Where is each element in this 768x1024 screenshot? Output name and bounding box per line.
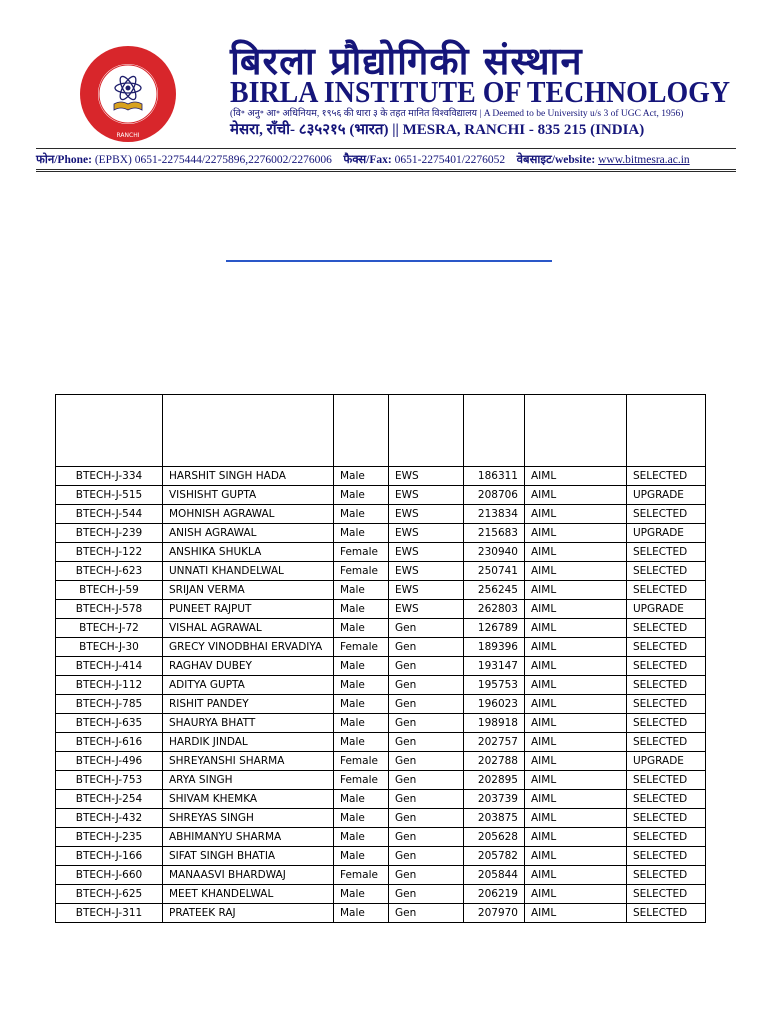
status-cell: SELECTED <box>627 809 706 828</box>
application-id-cell: BTECH-J-753 <box>56 771 163 790</box>
institute-name-hindi: बिरला प्रौद्योगिकी संस्थान <box>230 39 583 83</box>
gender-cell: Male <box>334 581 389 600</box>
status-cell: SELECTED <box>627 676 706 695</box>
status-cell: SELECTED <box>627 885 706 904</box>
status-cell: SELECTED <box>627 562 706 581</box>
candidate-name-cell: SHREYAS SINGH <box>163 809 334 828</box>
gender-cell: Male <box>334 486 389 505</box>
header-cell <box>464 395 525 467</box>
status-cell: SELECTED <box>627 505 706 524</box>
rank-cell: 256245 <box>464 581 525 600</box>
category-cell: Gen <box>389 866 464 885</box>
application-id-cell: BTECH-J-122 <box>56 543 163 562</box>
application-id-cell: BTECH-J-496 <box>56 752 163 771</box>
category-cell: Gen <box>389 828 464 847</box>
table-row <box>56 600 706 619</box>
candidate-name-cell: PRATEEK RAJ <box>163 904 334 923</box>
table-row <box>56 904 706 923</box>
rank-cell: 189396 <box>464 638 525 657</box>
branch-cell: AIML <box>525 676 627 695</box>
table-row <box>56 885 706 904</box>
gender-cell: Female <box>334 752 389 771</box>
gender-cell: Male <box>334 600 389 619</box>
category-cell: Gen <box>389 733 464 752</box>
rank-cell: 126789 <box>464 619 525 638</box>
gender-cell: Female <box>334 866 389 885</box>
gender-cell: Male <box>334 885 389 904</box>
candidate-name-cell: RAGHAV DUBEY <box>163 657 334 676</box>
header-cell <box>56 395 163 467</box>
application-id-cell: BTECH-J-785 <box>56 695 163 714</box>
status-cell: SELECTED <box>627 847 706 866</box>
gender-cell: Male <box>334 524 389 543</box>
candidate-name-cell: ARYA SINGH <box>163 771 334 790</box>
rank-cell: 203875 <box>464 809 525 828</box>
candidate-name-cell: ANISH AGRAWAL <box>163 524 334 543</box>
application-id-cell: BTECH-J-112 <box>56 676 163 695</box>
table-row <box>56 847 706 866</box>
rank-cell: 193147 <box>464 657 525 676</box>
branch-cell: AIML <box>525 828 627 847</box>
gender-cell: Male <box>334 828 389 847</box>
gender-cell: Male <box>334 676 389 695</box>
table-row <box>56 638 706 657</box>
application-id-cell: BTECH-J-623 <box>56 562 163 581</box>
application-id-cell: BTECH-J-432 <box>56 809 163 828</box>
rank-cell: 207970 <box>464 904 525 923</box>
rank-cell: 202895 <box>464 771 525 790</box>
category-cell: Gen <box>389 771 464 790</box>
table-row <box>56 695 706 714</box>
application-id-cell: BTECH-J-334 <box>56 467 163 486</box>
branch-cell: AIML <box>525 486 627 505</box>
gender-cell: Female <box>334 771 389 790</box>
deemed-university-line: (वि॰ अनु॰ आ॰ अधिनियम, १९५६ की धारा ३ के तहत मानित विश्वविद्यालय | A Deemed to be University u/s 3 of UGC Act, 1956) <box>230 109 684 119</box>
address-line: मेसरा, राँची- ८३५२१५ (भारत) || MESRA, RANCHI - 835 215 (INDIA) <box>230 122 645 138</box>
category-cell: EWS <box>389 467 464 486</box>
candidate-name-cell: RISHIT PANDEY <box>163 695 334 714</box>
table-row <box>56 733 706 752</box>
table-row <box>56 543 706 562</box>
rank-cell: 202788 <box>464 752 525 771</box>
rank-cell: 202757 <box>464 733 525 752</box>
contact-line <box>36 152 690 167</box>
gender-cell: Female <box>334 638 389 657</box>
candidate-name-cell: ADITYA GUPTA <box>163 676 334 695</box>
application-id-cell: BTECH-J-578 <box>56 600 163 619</box>
branch-cell: AIML <box>525 562 627 581</box>
category-cell: Gen <box>389 638 464 657</box>
category-cell: EWS <box>389 524 464 543</box>
table-row <box>56 619 706 638</box>
application-id-cell: BTECH-J-515 <box>56 486 163 505</box>
branch-cell: AIML <box>525 543 627 562</box>
phone-label: फोन/Phone: <box>36 154 92 166</box>
category-cell: Gen <box>389 847 464 866</box>
application-id-cell: BTECH-J-616 <box>56 733 163 752</box>
candidate-name-cell: SHIVAM KHEMKA <box>163 790 334 809</box>
branch-cell: AIML <box>525 790 627 809</box>
category-cell: Gen <box>389 619 464 638</box>
category-cell: Gen <box>389 657 464 676</box>
application-id-cell: BTECH-J-311 <box>56 904 163 923</box>
table-row <box>56 866 706 885</box>
gender-cell: Male <box>334 790 389 809</box>
application-id-cell: BTECH-J-544 <box>56 505 163 524</box>
status-cell: UPGRADE <box>627 486 706 505</box>
candidate-name-cell: GRECY VINODBHAI ERVADIYA <box>163 638 334 657</box>
fax-label: फैक्स/Fax: <box>343 154 392 166</box>
branch-cell: AIML <box>525 847 627 866</box>
rank-cell: 213834 <box>464 505 525 524</box>
application-id-cell: BTECH-J-625 <box>56 885 163 904</box>
header-rule-top <box>36 148 736 149</box>
rank-cell: 250741 <box>464 562 525 581</box>
gender-cell: Male <box>334 809 389 828</box>
header-cell <box>334 395 389 467</box>
category-cell: Gen <box>389 790 464 809</box>
candidate-name-cell: SIFAT SINGH BHATIA <box>163 847 334 866</box>
category-cell: Gen <box>389 714 464 733</box>
candidate-name-cell: ANSHIKA SHUKLA <box>163 543 334 562</box>
table-row <box>56 790 706 809</box>
header-rule-bottom-2 <box>36 171 736 172</box>
gender-cell: Male <box>334 714 389 733</box>
category-cell: Gen <box>389 695 464 714</box>
application-id-cell: BTECH-J-254 <box>56 790 163 809</box>
branch-cell: AIML <box>525 524 627 543</box>
status-cell: UPGRADE <box>627 752 706 771</box>
application-id-cell: BTECH-J-414 <box>56 657 163 676</box>
status-cell: SELECTED <box>627 771 706 790</box>
category-cell: Gen <box>389 752 464 771</box>
gender-cell: Female <box>334 562 389 581</box>
status-cell: SELECTED <box>627 638 706 657</box>
rank-cell: 203739 <box>464 790 525 809</box>
header-cell <box>163 395 334 467</box>
branch-cell: AIML <box>525 904 627 923</box>
branch-cell: AIML <box>525 638 627 657</box>
gender-cell: Male <box>334 467 389 486</box>
table-row <box>56 714 706 733</box>
branch-cell: AIML <box>525 714 627 733</box>
header-cell <box>525 395 627 467</box>
gender-cell: Female <box>334 543 389 562</box>
status-cell: SELECTED <box>627 467 706 486</box>
website-label: वेबसाइट/website: <box>516 154 596 166</box>
header-rule-bottom <box>36 169 736 170</box>
phone-value: (EPBX) 0651-2275444/2275896,2276002/2276006 <box>94 154 332 166</box>
gender-cell: Male <box>334 619 389 638</box>
candidate-name-cell: HARSHIT SINGH HADA <box>163 467 334 486</box>
rank-cell: 208706 <box>464 486 525 505</box>
table-row <box>56 771 706 790</box>
candidate-name-cell: MANAASVI BHARDWAJ <box>163 866 334 885</box>
header-cell <box>627 395 706 467</box>
application-id-cell: BTECH-J-235 <box>56 828 163 847</box>
table-row <box>56 657 706 676</box>
candidate-name-cell: MOHNISH AGRAWAL <box>163 505 334 524</box>
branch-cell: AIML <box>525 600 627 619</box>
status-cell: UPGRADE <box>627 600 706 619</box>
application-id-cell: BTECH-J-59 <box>56 581 163 600</box>
status-cell: SELECTED <box>627 866 706 885</box>
gender-cell: Male <box>334 847 389 866</box>
category-cell: EWS <box>389 600 464 619</box>
application-id-cell: BTECH-J-635 <box>56 714 163 733</box>
status-cell: UPGRADE <box>627 524 706 543</box>
branch-cell: AIML <box>525 866 627 885</box>
candidate-name-cell: UNNATI KHANDELWAL <box>163 562 334 581</box>
rank-cell: 205628 <box>464 828 525 847</box>
branch-cell: AIML <box>525 771 627 790</box>
status-cell: SELECTED <box>627 619 706 638</box>
application-id-cell: BTECH-J-72 <box>56 619 163 638</box>
status-cell: SELECTED <box>627 657 706 676</box>
status-cell: SELECTED <box>627 904 706 923</box>
gender-cell: Male <box>334 695 389 714</box>
website-link[interactable]: www.bitmesra.ac.in <box>598 154 690 166</box>
institute-name-english: BIRLA INSTITUTE OF TECHNOLOGY <box>230 74 731 109</box>
status-cell: SELECTED <box>627 543 706 562</box>
branch-cell: AIML <box>525 695 627 714</box>
category-cell: EWS <box>389 486 464 505</box>
table-row <box>56 467 706 486</box>
table-row <box>56 752 706 771</box>
fax-value: 0651-2275401/2276052 <box>394 154 506 166</box>
application-id-cell: BTECH-J-660 <box>56 866 163 885</box>
table-row <box>56 828 706 847</box>
branch-cell: AIML <box>525 885 627 904</box>
category-cell: Gen <box>389 809 464 828</box>
category-cell: EWS <box>389 505 464 524</box>
category-cell: EWS <box>389 543 464 562</box>
branch-cell: AIML <box>525 752 627 771</box>
rank-cell: 205782 <box>464 847 525 866</box>
candidate-name-cell: VISHISHT GUPTA <box>163 486 334 505</box>
logo-text: RANCHI <box>116 132 140 139</box>
category-cell: Gen <box>389 885 464 904</box>
table-row <box>56 505 706 524</box>
gender-cell: Male <box>334 733 389 752</box>
candidate-name-cell: VISHAL AGRAWAL <box>163 619 334 638</box>
rank-cell: 262803 <box>464 600 525 619</box>
candidate-name-cell: SRIJAN VERMA <box>163 581 334 600</box>
status-cell: SELECTED <box>627 581 706 600</box>
candidate-name-cell: ABHIMANYU SHARMA <box>163 828 334 847</box>
category-cell: EWS <box>389 562 464 581</box>
table-row <box>56 676 706 695</box>
results-table <box>55 394 706 923</box>
candidate-name-cell: PUNEET RAJPUT <box>163 600 334 619</box>
status-cell: SELECTED <box>627 733 706 752</box>
status-cell: SELECTED <box>627 790 706 809</box>
table-header-row <box>56 395 706 467</box>
branch-cell: AIML <box>525 619 627 638</box>
status-cell: SELECTED <box>627 828 706 847</box>
table-row <box>56 581 706 600</box>
branch-cell: AIML <box>525 505 627 524</box>
table-row <box>56 486 706 505</box>
application-id-cell: BTECH-J-30 <box>56 638 163 657</box>
rank-cell: 215683 <box>464 524 525 543</box>
gender-cell: Male <box>334 904 389 923</box>
rank-cell: 186311 <box>464 467 525 486</box>
branch-cell: AIML <box>525 809 627 828</box>
status-cell: SELECTED <box>627 695 706 714</box>
status-cell: SELECTED <box>627 714 706 733</box>
rank-cell: 195753 <box>464 676 525 695</box>
category-cell: EWS <box>389 581 464 600</box>
title-underline <box>226 260 552 262</box>
rank-cell: 196023 <box>464 695 525 714</box>
candidate-name-cell: MEET KHANDELWAL <box>163 885 334 904</box>
category-cell: Gen <box>389 676 464 695</box>
branch-cell: AIML <box>525 657 627 676</box>
candidate-name-cell: SHREYANSHI SHARMA <box>163 752 334 771</box>
candidate-name-cell: HARDIK JINDAL <box>163 733 334 752</box>
table-row <box>56 562 706 581</box>
gender-cell: Male <box>334 505 389 524</box>
rank-cell: 205844 <box>464 866 525 885</box>
rank-cell: 230940 <box>464 543 525 562</box>
category-cell: Gen <box>389 904 464 923</box>
branch-cell: AIML <box>525 467 627 486</box>
table-row <box>56 524 706 543</box>
application-id-cell: BTECH-J-166 <box>56 847 163 866</box>
branch-cell: AIML <box>525 733 627 752</box>
institute-logo <box>78 44 178 144</box>
branch-cell: AIML <box>525 581 627 600</box>
header-cell <box>389 395 464 467</box>
rank-cell: 206219 <box>464 885 525 904</box>
application-id-cell: BTECH-J-239 <box>56 524 163 543</box>
gender-cell: Male <box>334 657 389 676</box>
table-row <box>56 809 706 828</box>
candidate-name-cell: SHAURYA BHATT <box>163 714 334 733</box>
rank-cell: 198918 <box>464 714 525 733</box>
